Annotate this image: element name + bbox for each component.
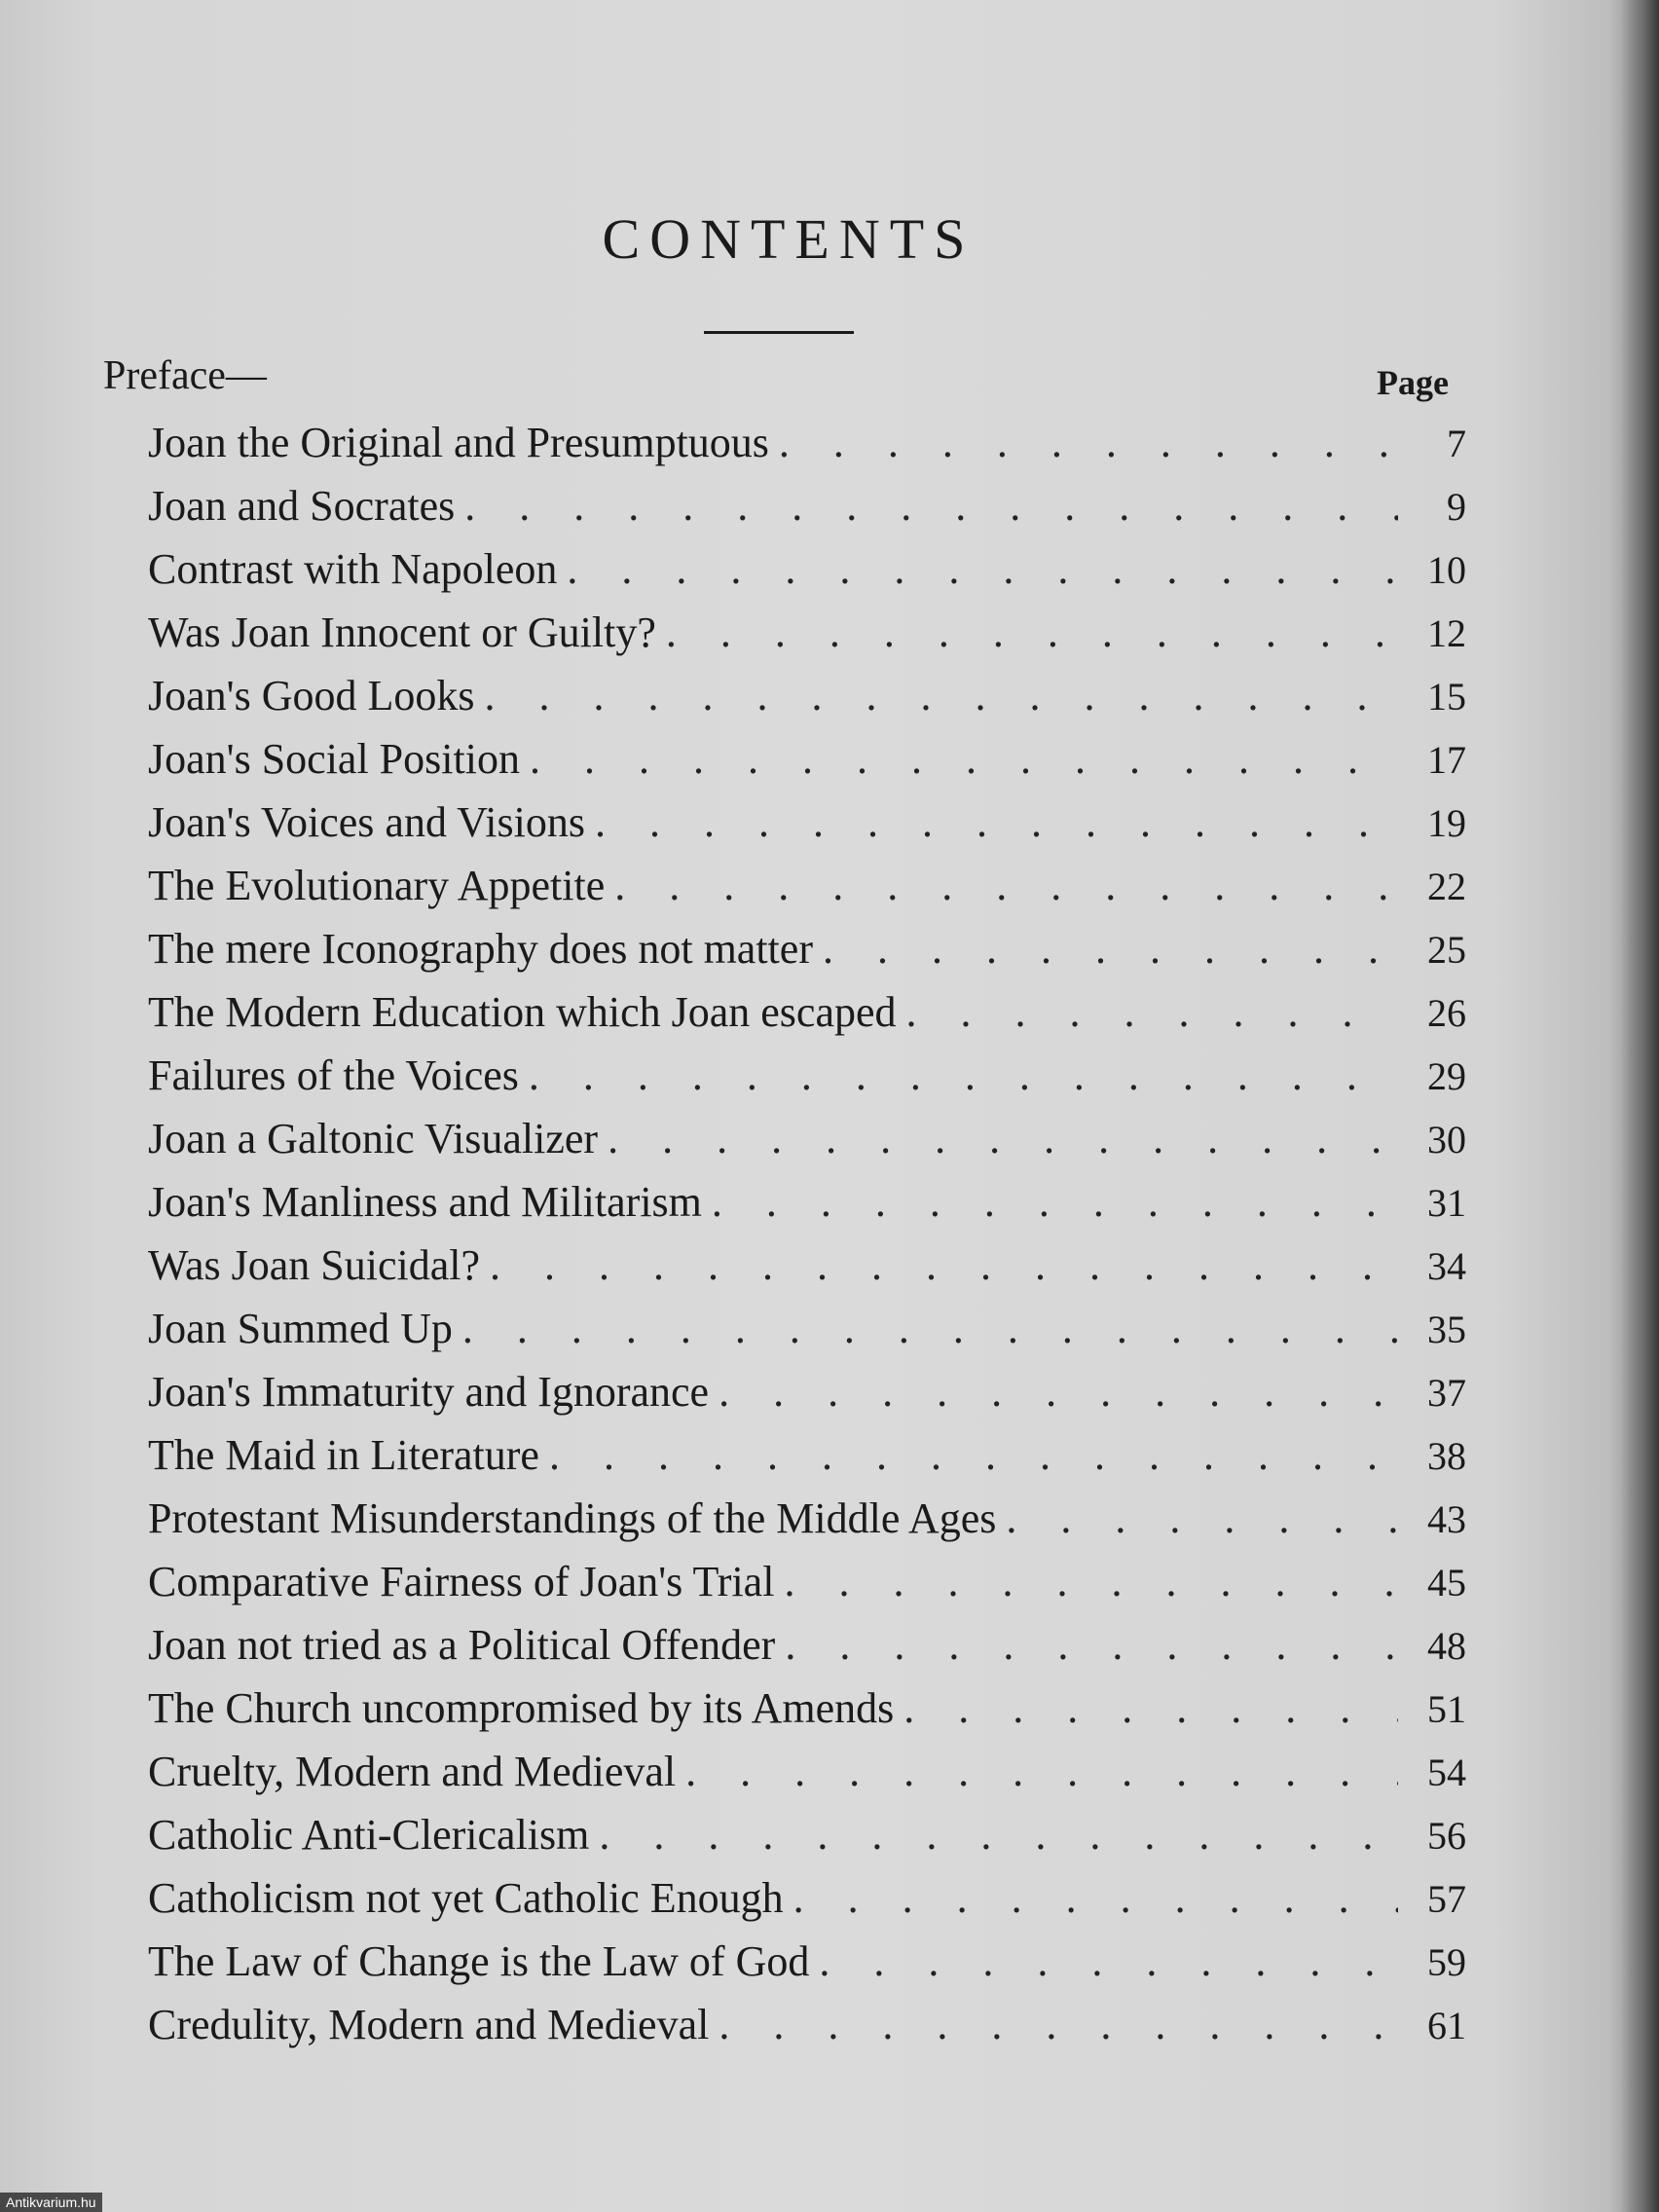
toc-entry: [148, 1423, 1466, 1487]
dot-leader: [906, 980, 1398, 1044]
toc-entry-page: 17: [1427, 738, 1466, 782]
toc-entry-title: Catholic Anti-Clericalism: [148, 1811, 590, 1859]
dot-leader: [484, 664, 1398, 727]
toc-entry-page: 54: [1427, 1751, 1466, 1794]
toc-entry-page: 19: [1427, 801, 1466, 845]
page-edge-shadow: [1620, 0, 1659, 2212]
dot-leader: [464, 474, 1398, 537]
dot-leader: [1006, 1487, 1398, 1550]
dot-leader: [903, 1677, 1398, 1740]
toc-entry-page: 57: [1427, 1877, 1466, 1921]
toc-entry-page: 10: [1427, 548, 1466, 592]
toc-entry-title: The mere Iconography does not matter: [148, 925, 813, 973]
toc-entry-page: 61: [1427, 2004, 1466, 2047]
toc-entry: [148, 1803, 1466, 1866]
toc-entry: [148, 664, 1466, 727]
dot-leader: [793, 1866, 1398, 1930]
toc-entry-page: 43: [1427, 1497, 1466, 1541]
dot-leader: [530, 727, 1398, 791]
toc-entry-title: Joan's Social Position: [148, 735, 520, 783]
title-divider: [704, 331, 854, 334]
dot-leader: [529, 1044, 1398, 1107]
toc-entry: [148, 1170, 1466, 1234]
toc-entry: [148, 411, 1466, 474]
toc-entry: [148, 791, 1466, 854]
toc-entry-title: Joan Summed Up: [148, 1305, 453, 1352]
dot-leader: [712, 1170, 1398, 1234]
toc-entry-page: 59: [1427, 1940, 1466, 1984]
toc-entry-page: 12: [1427, 611, 1466, 655]
toc-entry-page: 48: [1427, 1624, 1466, 1668]
toc-entry-title: Contrast with Napoleon: [148, 545, 558, 593]
watermark: Antikvarium.hu: [0, 2193, 102, 2212]
dot-leader: [819, 1930, 1398, 1993]
toc-entry-page: 29: [1427, 1054, 1466, 1098]
toc-entry-title: The Church uncompromised by its Amends: [148, 1684, 895, 1732]
toc-entry: [148, 1866, 1466, 1930]
toc-entry-title: Joan the Original and Presumptuous: [148, 419, 769, 466]
toc-entry-page: 30: [1427, 1118, 1466, 1161]
dot-leader: [666, 601, 1398, 664]
toc-entry-page: 38: [1427, 1434, 1466, 1478]
toc-entry: [148, 537, 1466, 601]
toc-entry: [148, 1107, 1466, 1170]
toc-entry: [148, 1234, 1466, 1297]
dot-leader: [823, 917, 1398, 980]
toc-entry-title: Was Joan Suicidal?: [148, 1241, 481, 1289]
dot-leader: [719, 1993, 1398, 2056]
toc-entry-title: The Modern Education which Joan escaped: [148, 988, 897, 1036]
toc-entry-title: Was Joan Innocent or Guilty?: [148, 608, 656, 656]
dot-leader: [784, 1550, 1398, 1613]
toc-entry-title: Joan's Immaturity and Ignorance: [148, 1368, 710, 1416]
toc-entry-title: Comparative Fairness of Joan's Trial: [148, 1558, 775, 1605]
toc-entry-title: Cruelty, Modern and Medieval: [148, 1748, 677, 1795]
section-label: Preface—: [103, 353, 267, 398]
toc-entry-page: 34: [1427, 1244, 1466, 1288]
toc-entry: [148, 1613, 1466, 1677]
toc-entry-title: Joan not tried as a Political Offender: [148, 1621, 776, 1669]
toc-entry: [148, 854, 1466, 917]
toc-entry: [148, 1930, 1466, 1993]
toc-entry-title: Joan and Socrates: [148, 482, 456, 530]
toc-entry: [148, 1360, 1466, 1423]
toc-entry-title: The Evolutionary Appetite: [148, 862, 606, 909]
toc-entry: [148, 474, 1466, 537]
dot-leader: [785, 1613, 1398, 1677]
page-column-label: Page: [1377, 363, 1449, 402]
toc-entry: [148, 1740, 1466, 1803]
toc-entry-title: Joan's Good Looks: [148, 672, 475, 719]
toc-entry-title: Credulity, Modern and Medieval: [148, 2001, 710, 2048]
dot-leader: [462, 1297, 1398, 1360]
toc-entry-title: The Maid in Literature: [148, 1431, 539, 1479]
dot-leader: [608, 1107, 1398, 1170]
toc-entry-title: Protestant Misunderstandings of the Middle Ages: [148, 1494, 997, 1542]
toc-entry: [148, 1487, 1466, 1550]
dot-leader: [685, 1740, 1398, 1803]
toc-entry: [148, 1550, 1466, 1613]
toc-entry-title: Catholicism not yet Catholic Enough: [148, 1874, 784, 1922]
toc-entry: [148, 727, 1466, 791]
page-title: CONTENTS: [602, 207, 976, 271]
dot-leader: [595, 791, 1398, 854]
toc-entry-page: 9: [1447, 485, 1466, 529]
dot-leader: [779, 411, 1398, 474]
toc-entry-title: Joan's Manliness and Militarism: [148, 1178, 702, 1226]
dot-leader: [614, 854, 1398, 917]
toc-entry-page: 25: [1427, 928, 1466, 972]
toc-entry-page: 35: [1427, 1308, 1466, 1351]
toc-entry-page: 56: [1427, 1814, 1466, 1858]
toc-entry-title: The Law of Change is the Law of God: [148, 1937, 810, 1985]
toc-entry-page: 51: [1427, 1687, 1466, 1731]
table-of-contents: [148, 411, 1466, 2056]
toc-entry-title: Failures of the Voices: [148, 1051, 519, 1099]
toc-entry: [148, 1297, 1466, 1360]
toc-entry-page: 37: [1427, 1371, 1466, 1415]
toc-entry: [148, 917, 1466, 980]
toc-entry-page: 15: [1427, 675, 1466, 719]
toc-entry-title: Joan's Voices and Visions: [148, 798, 585, 846]
dot-leader: [567, 537, 1398, 601]
toc-entry: [148, 601, 1466, 664]
toc-entry-page: 22: [1427, 865, 1466, 908]
dot-leader: [599, 1803, 1398, 1866]
toc-entry-page: 7: [1447, 422, 1466, 465]
toc-entry: [148, 1677, 1466, 1740]
toc-entry-page: 26: [1427, 991, 1466, 1035]
dot-leader: [719, 1360, 1398, 1423]
toc-entry-title: Joan a Galtonic Visualizer: [148, 1115, 599, 1162]
toc-entry-page: 45: [1427, 1561, 1466, 1604]
dot-leader: [490, 1234, 1398, 1297]
dot-leader: [549, 1423, 1398, 1487]
toc-entry: [148, 1044, 1466, 1107]
toc-entry-page: 31: [1427, 1181, 1466, 1225]
toc-entry: [148, 980, 1466, 1044]
toc-entry: [148, 1993, 1466, 2056]
